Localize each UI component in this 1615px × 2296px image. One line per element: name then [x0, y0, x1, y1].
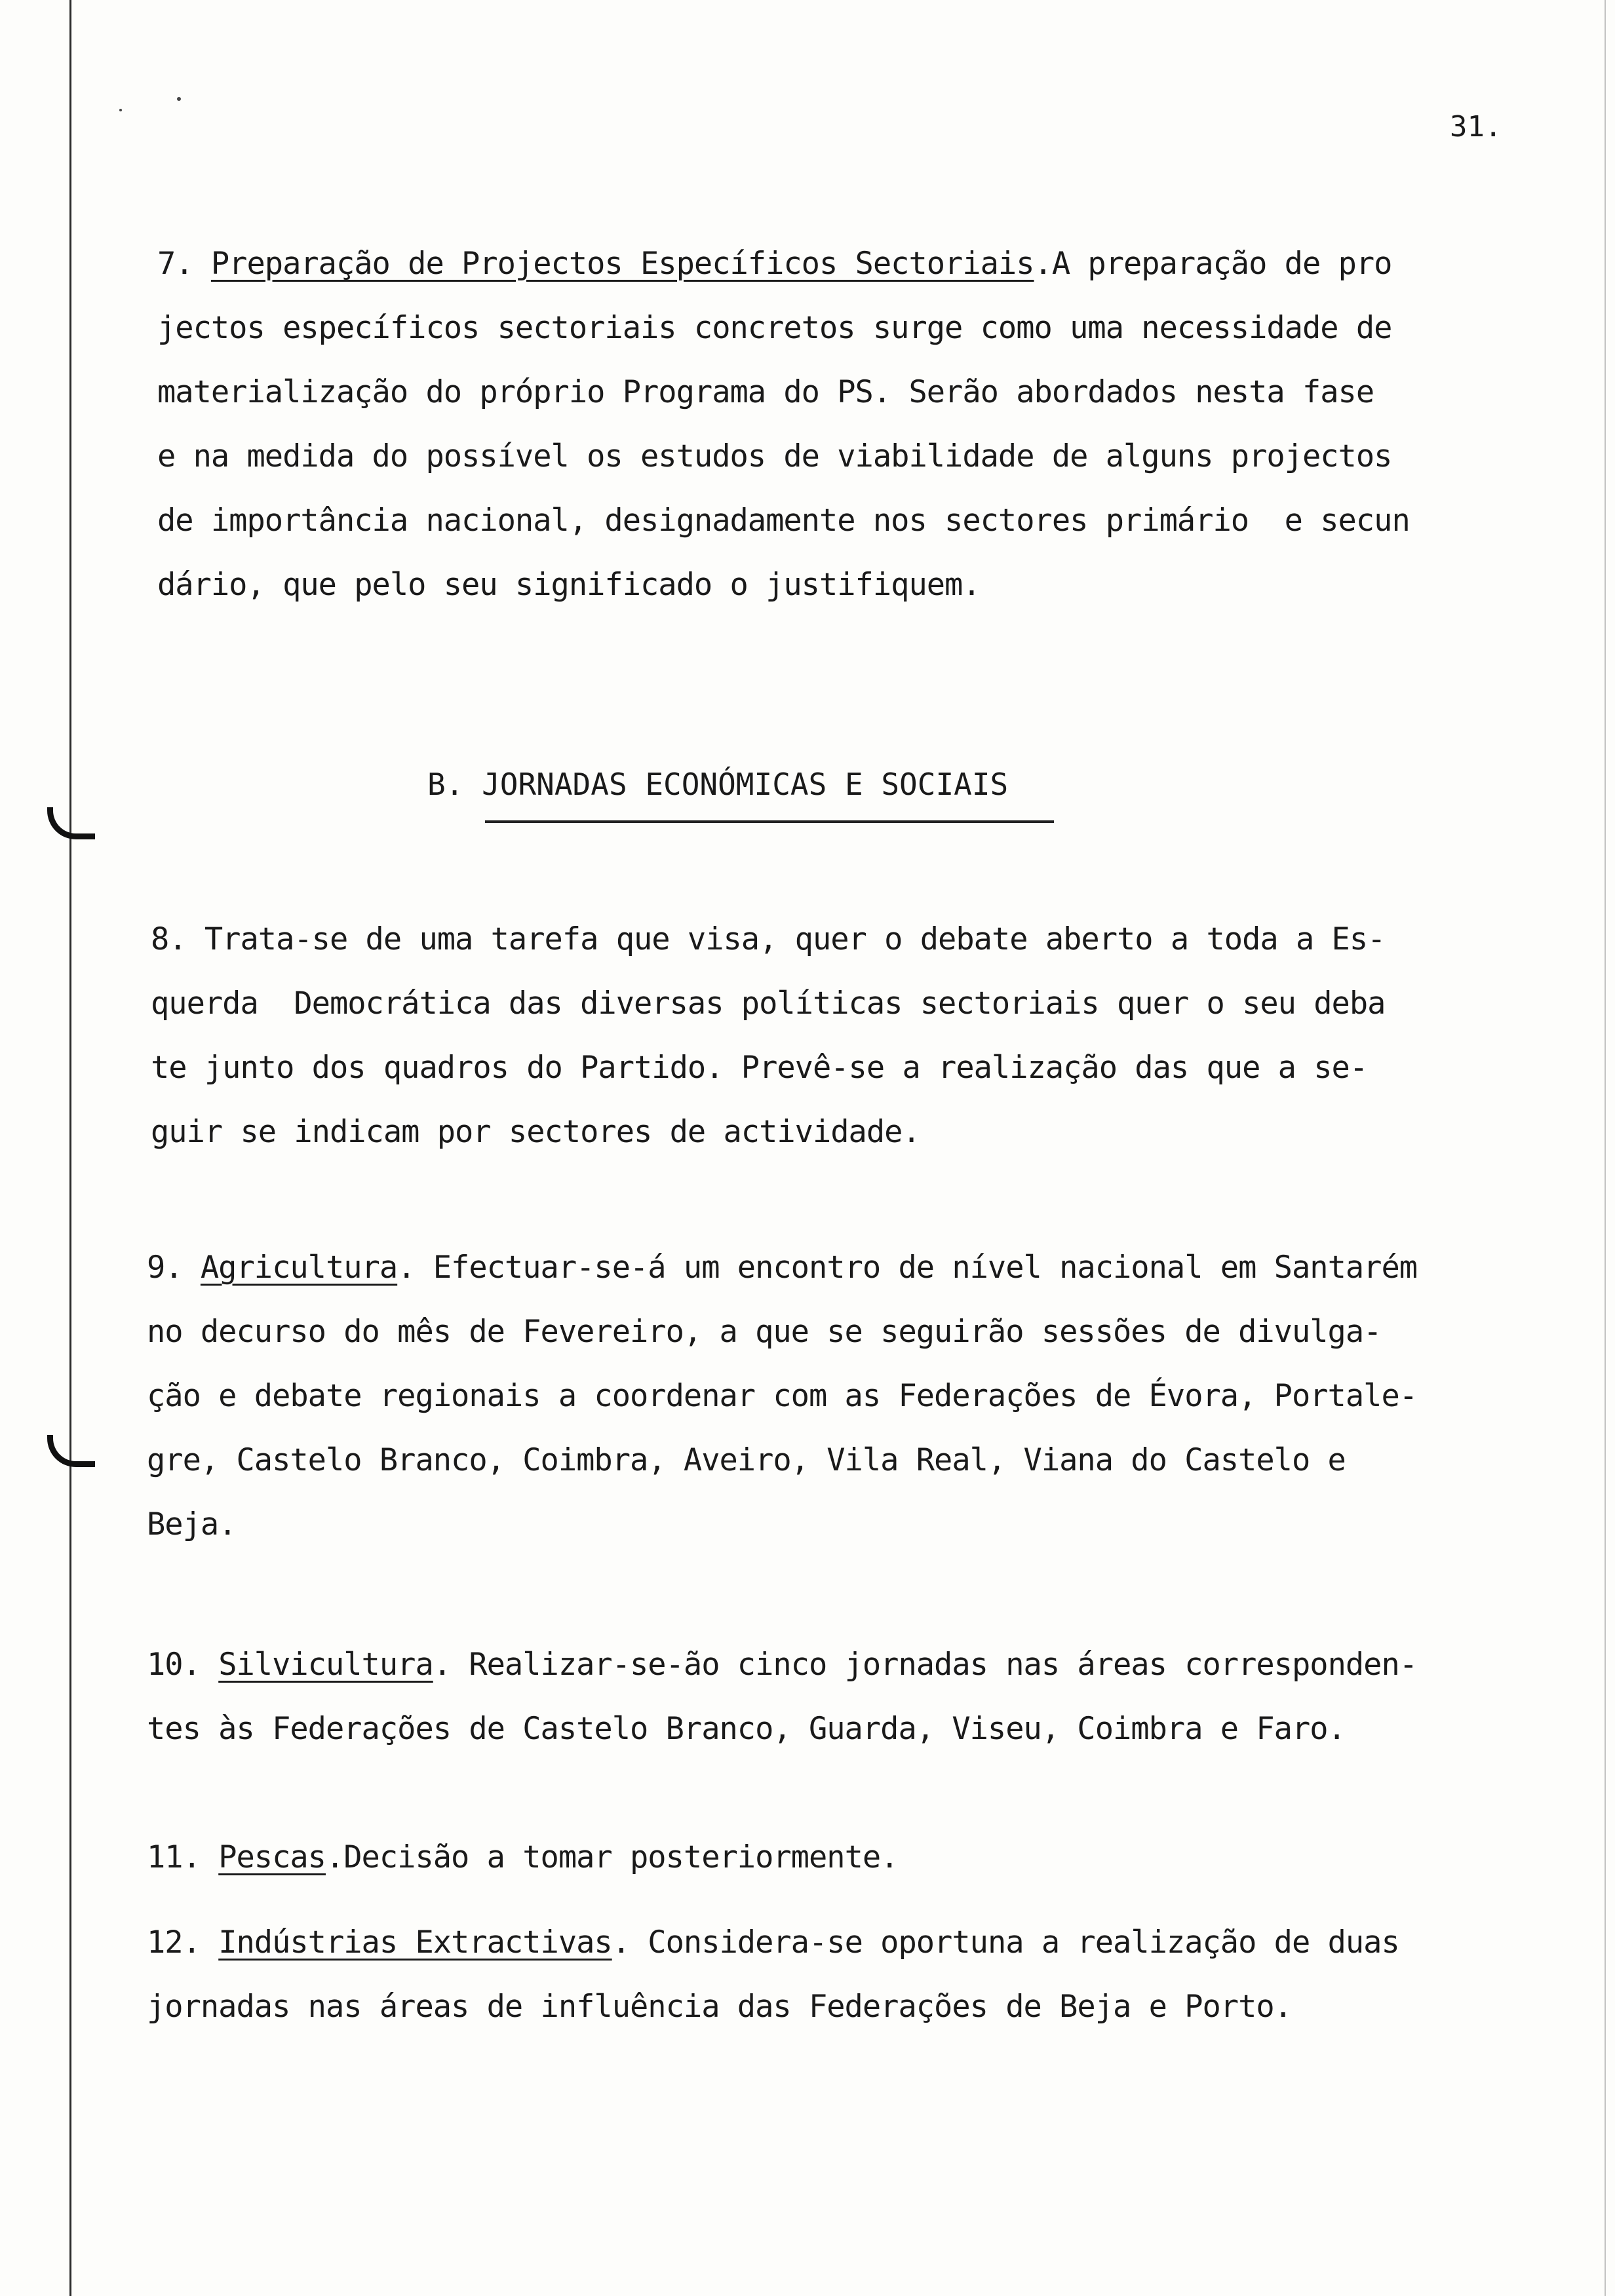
binder-hole-mark — [47, 807, 95, 839]
section-heading: B. JORNADAS ECONÓMICAS E SOCIAIS — [427, 767, 1009, 802]
right-page-edge — [1605, 0, 1606, 2296]
scan-speck — [119, 109, 122, 111]
paragraph-10-title: Silvicultura — [218, 1647, 433, 1683]
page-number: 31. — [1450, 110, 1502, 144]
paragraph-9: 9. Agricultura. Efectuar-se-á um encontro de nível nacional em Santarém no decurso do mês de Fevereiro, a que se seguirão sessões de divulga- ção e debate regionais a coordenar com as Federações de Évora, Portale- gre, Castelo Branco, Coimbra, Aveiro, Vila Real, Viana do Castelo e Beja. — [147, 1250, 1418, 1542]
paragraph-10: 10. Silvicultura. Realizar-se-ão cinco jornadas nas áreas corresponden- tes às Federações de Castelo Branco, Guarda, Viseu, Coimbra e Faro. — [147, 1647, 1418, 1747]
left-margin-line — [69, 0, 71, 2296]
paragraph-11: 11. Pescas.Decisão a tomar posteriormente. — [147, 1839, 899, 1875]
paragraph-7-title: Preparação de Projectos Específicos Sectoriais — [210, 246, 1034, 282]
heading-underline — [485, 820, 1054, 823]
paragraph-12: 12. Indústrias Extractivas. Considera-se oportuna a realização de duas jornadas nas áreas de influência das Federações de Beja e Porto. — [147, 1924, 1399, 2025]
paragraph-7: 7. Preparação de Projectos Específicos Sectoriais.A preparação de pro jectos específicos sectoriais concretos surge como uma necessidade de materialização do próprio Programa do PS. Serão abordados nesta fase e na medida do possível os estudos de viabilidade de alguns projectos de importância nacional, designadamente nos sectores primário e secun dário, que pelo seu significado o justifiquem. — [157, 246, 1410, 603]
paragraph-12-title: Indústrias Extractivas — [218, 1924, 612, 1961]
paragraph-8: 8. Trata-se de uma tarefa que visa, quer o debate aberto a toda a Es- querda Democrática das diversas políticas sectoriais quer o seu deba te junto dos quadros do Partido. Prevê-se a realização das que a se- guir se indicam por sectores de actividade. — [151, 921, 1386, 1150]
paragraph-9-title: Agricultura — [200, 1250, 398, 1286]
binder-hole-mark — [47, 1435, 95, 1467]
paragraph-11-title: Pescas — [218, 1839, 326, 1875]
scan-speck — [177, 97, 181, 101]
